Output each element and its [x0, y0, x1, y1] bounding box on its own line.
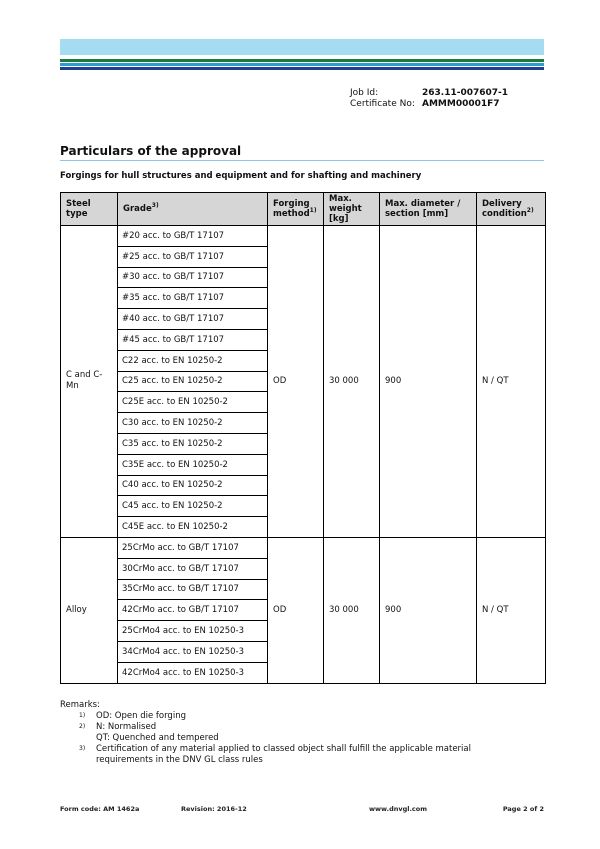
- max-diameter-cell: 900: [380, 226, 477, 538]
- header-max-weight: Max. weight [kg]: [324, 193, 380, 226]
- steel-type-cell: Alloy: [61, 537, 118, 683]
- footer-page-number: Page 2 of 2: [502, 805, 544, 813]
- job-id-value: 263.11-007607-1: [422, 88, 509, 98]
- grade-cell: C22 acc. to EN 10250-2: [118, 350, 268, 371]
- remark-item: [60, 711, 516, 722]
- remark-text: OD: Open die forging: [96, 711, 186, 721]
- footer-website[interactable]: www.dnvgl.com: [369, 805, 428, 813]
- remarks: [60, 700, 516, 766]
- grade-cell: 35CrMo acc. to GB/T 17107: [118, 579, 268, 600]
- remark-marker: 3): [79, 745, 86, 752]
- header-max-diameter: Max. diameter / section [mm]: [380, 193, 477, 226]
- job-info: [350, 88, 508, 110]
- grade-cell: #25 acc. to GB/T 17107: [118, 246, 268, 267]
- header-stripe-blue: [60, 63, 544, 66]
- footer-revision: Revision: 2016-12: [181, 805, 247, 813]
- steel-type-cell: C and C-Mn: [61, 226, 118, 538]
- grade-cell: C25 acc. to EN 10250-2: [118, 371, 268, 392]
- section-divider: [60, 160, 544, 161]
- grade-cell: 25CrMo4 acc. to EN 10250-3: [118, 621, 268, 642]
- job-id-label: Job Id:: [350, 88, 379, 98]
- grade-cell: #45 acc. to GB/T 17107: [118, 329, 268, 350]
- grade-cell: C45 acc. to EN 10250-2: [118, 496, 268, 517]
- grade-cell: 42CrMo acc. to GB/T 17107: [118, 600, 268, 621]
- delivery-cell: N / QT: [477, 537, 546, 683]
- remark-item: [60, 744, 516, 766]
- grade-cell: C35E acc. to EN 10250-2: [118, 454, 268, 475]
- max-diameter-cell: 900: [380, 537, 477, 683]
- approval-table: [60, 192, 546, 684]
- grade-cell: #20 acc. to GB/T 17107: [118, 226, 268, 247]
- header-stripe-green: [60, 59, 544, 62]
- remark-text: N: Normalised: [96, 722, 157, 732]
- grade-cell: 30CrMo acc. to GB/T 17107: [118, 558, 268, 579]
- max-weight-cell: 30 000: [324, 537, 380, 683]
- grade-cell: C25E acc. to EN 10250-2: [118, 392, 268, 413]
- table-row: [61, 226, 546, 247]
- remark-marker: 2): [79, 723, 86, 730]
- grade-cell: 25CrMo acc. to GB/T 17107: [118, 537, 268, 558]
- grade-cell: 34CrMo4 acc. to EN 10250-3: [118, 641, 268, 662]
- table-header-row: [61, 193, 546, 226]
- header-steel-type: Steel type: [61, 193, 118, 226]
- grade-cell: #35 acc. to GB/T 17107: [118, 288, 268, 309]
- forging-method-cell: OD: [268, 537, 324, 683]
- certificate-value: AMMM00001F7: [422, 99, 500, 109]
- grade-cell: C45E acc. to EN 10250-2: [118, 517, 268, 538]
- remark-text: Certification of any material applied to classed object shall fulfill the applicable material requirements in the DNV GL class rules: [96, 744, 471, 765]
- table-row: [61, 537, 546, 558]
- forging-method-cell: OD: [268, 226, 324, 538]
- footer-form-code: Form code: AM 1462a: [60, 805, 140, 813]
- certificate-label: Certificate No:: [350, 99, 415, 109]
- grade-cell: C30 acc. to EN 10250-2: [118, 413, 268, 434]
- table-body: [61, 226, 546, 684]
- remarks-list: [60, 711, 516, 766]
- header-band: [60, 39, 544, 55]
- remark-marker: [60, 733, 96, 744]
- max-weight-cell: 30 000: [324, 226, 380, 538]
- section-title: Particulars of the approval: [60, 144, 242, 158]
- header-delivery: Delivery condition$^{2)}$: [477, 193, 546, 226]
- grade-cell: #30 acc. to GB/T 17107: [118, 267, 268, 288]
- delivery-cell: N / QT: [477, 226, 546, 538]
- remark-item: [60, 722, 516, 733]
- remark-text: QT: Quenched and tempered: [96, 733, 219, 743]
- remarks-title: Remarks:: [60, 700, 100, 710]
- remark-marker: 1): [79, 712, 86, 719]
- section-subtitle: Forgings for hull structures and equipment and for shafting and machinery: [60, 171, 422, 181]
- grade-cell: #40 acc. to GB/T 17107: [118, 309, 268, 330]
- remark-item: [60, 733, 516, 744]
- grade-cell: 42CrMo4 acc. to EN 10250-3: [118, 662, 268, 683]
- grade-cell: C40 acc. to EN 10250-2: [118, 475, 268, 496]
- header-forging-method: Forging method$^{1)}$: [268, 193, 324, 226]
- grade-cell: C35 acc. to EN 10250-2: [118, 433, 268, 454]
- header-stripe-navy: [60, 67, 544, 70]
- header-grade: Grade$^{3)}$: [118, 193, 268, 226]
